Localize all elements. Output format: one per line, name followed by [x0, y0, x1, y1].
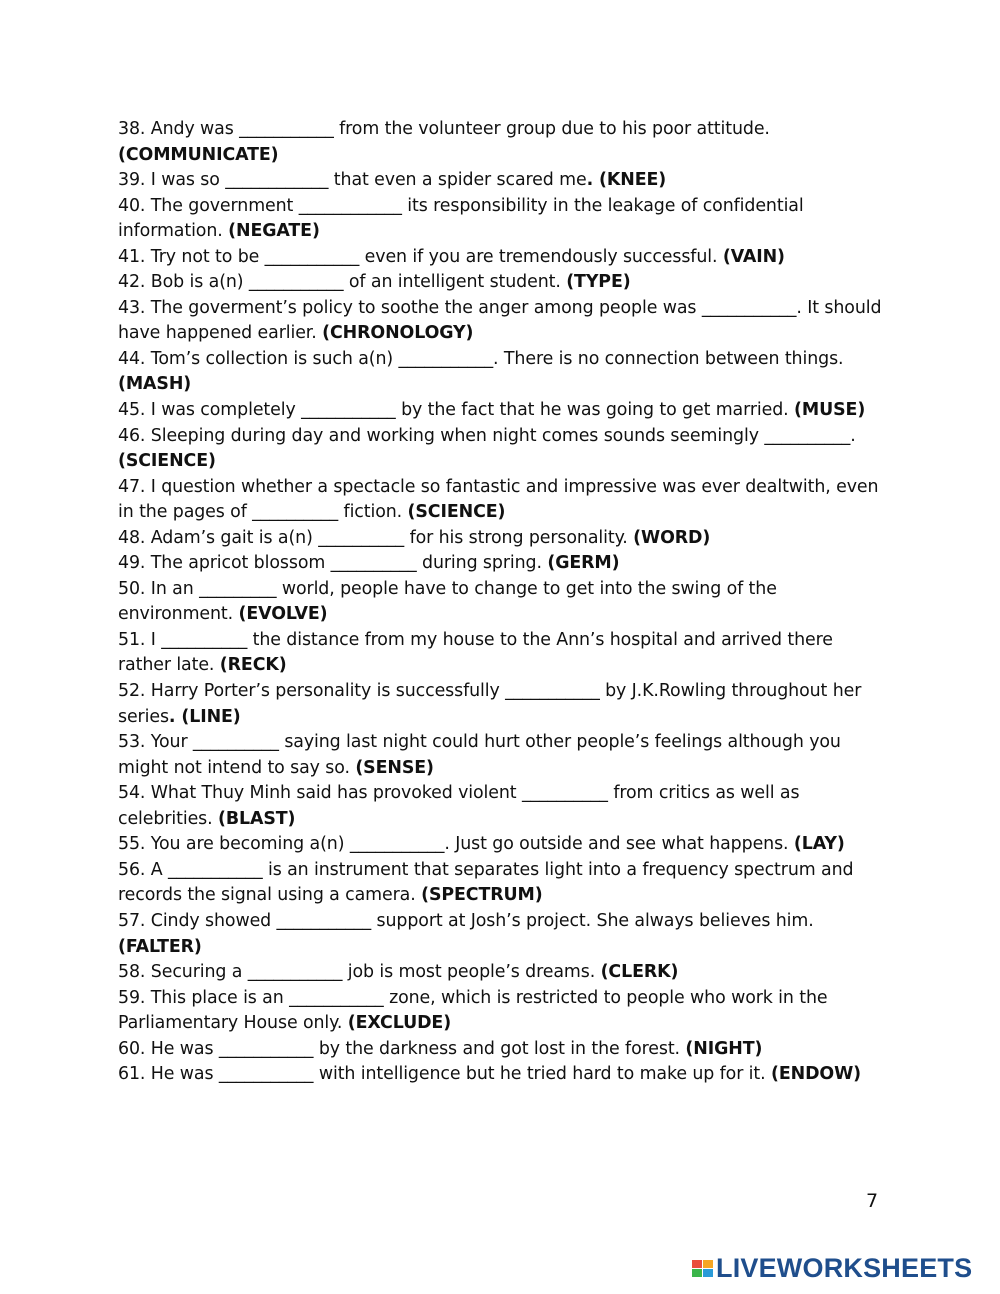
exercise-sentence: 57. Cindy showed ___________ support at Josh’s project. She always believes him.	[118, 910, 814, 931]
root-word: (RECK)	[219, 655, 287, 676]
exercise-sentence: 48. Adam’s gait is a(n) __________ for his strong personality.	[118, 527, 634, 548]
root-word: (CHRONOLOGY)	[322, 323, 474, 344]
exercise-item	[118, 781, 888, 832]
exercise-sentence: 38. Andy was ___________ from the volunteer group due to his poor attitude.	[118, 119, 770, 139]
root-word: (NEGATE)	[228, 221, 320, 242]
exercise-item	[118, 424, 888, 475]
root-word: (MUSE)	[794, 400, 866, 421]
exercise-item	[118, 347, 888, 398]
exercise-item	[118, 270, 888, 296]
exercise-sentence: 61. He was ___________ with intelligence but he tried hard to make up for it.	[118, 1064, 771, 1085]
exercise-sentence: 54. What Thuy Minh said has provoked violent __________ from critics as well as celebrities.	[118, 783, 800, 829]
exercise-item	[118, 168, 888, 194]
exercise-item	[118, 194, 888, 245]
exercise-item	[118, 117, 888, 168]
root-word: . (KNEE)	[586, 170, 667, 191]
root-word: (SENSE)	[355, 757, 434, 778]
exercise-sentence: 51. I __________ the distance from my house to the Ann’s hospital and arrived there rather late.	[118, 629, 833, 676]
root-word: (NIGHT)	[685, 1038, 763, 1059]
root-word: (MASH)	[118, 374, 192, 395]
exercise-item	[118, 986, 888, 1037]
worksheet-body	[118, 117, 888, 1088]
exercise-sentence: 40. The government ____________ its responsibility in the leakage of confidential information.	[118, 195, 804, 242]
exercise-item	[118, 730, 888, 781]
exercise-item	[118, 628, 888, 679]
exercise-item	[118, 1037, 888, 1063]
exercise-sentence: 50. In an _________ world, people have to change to get into the swing of the environment.	[118, 578, 777, 625]
root-word: (FALTER)	[118, 936, 202, 957]
root-word: (CLERK)	[600, 962, 679, 983]
exercise-sentence: 58. Securing a ___________ job is most people’s dreams.	[118, 962, 601, 983]
exercise-item	[118, 526, 888, 552]
exercise-item	[118, 858, 888, 909]
root-word: (EVOLVE)	[238, 604, 328, 625]
root-word: (SCIENCE)	[118, 451, 216, 472]
root-word: (LAY)	[793, 834, 845, 855]
exercise-item	[118, 551, 888, 577]
exercise-sentence: 45. I was completely ___________ by the fact that he was going to get married.	[118, 400, 795, 421]
root-word: (TYPE)	[566, 272, 631, 293]
logo-icon-square	[692, 1260, 702, 1268]
root-word: (BLAST)	[217, 808, 296, 829]
root-word: (VAIN)	[722, 246, 785, 267]
logo-icon-square	[703, 1260, 713, 1268]
exercise-item	[118, 245, 888, 271]
root-word: (EXCLUDE)	[347, 1013, 452, 1034]
logo-icon-square	[703, 1269, 713, 1277]
exercise-sentence: 42. Bob is a(n) ___________ of an intelligent student.	[118, 272, 567, 293]
exercise-sentence: 55. You are becoming a(n) ___________. Just go outside and see what happens.	[118, 834, 794, 855]
exercise-sentence: 49. The apricot blossom __________ during spring.	[118, 553, 548, 574]
exercise-sentence: 59. This place is an ___________ zone, which is restricted to people who work in the Parliamentary House only.	[118, 987, 828, 1034]
liveworksheets-logo	[692, 1254, 972, 1282]
root-word: (ENDOW)	[771, 1064, 862, 1085]
exercise-sentence: 43. The goverment’s policy to soothe the anger among people was ___________. It should have happened earlier.	[118, 297, 882, 344]
exercise-item	[118, 1062, 888, 1088]
exercise-sentence: 44. Tom’s collection is such a(n) ___________. There is no connection between things.	[118, 348, 844, 369]
exercise-item	[118, 398, 888, 424]
exercise-sentence: 53. Your __________ saying last night could hurt other people’s feelings although you might not intend to say so.	[118, 732, 841, 778]
exercise-item	[118, 832, 888, 858]
exercise-sentence: 52. Harry Porter’s personality is successfully ___________ by J.K.Rowling throughout her series	[118, 681, 862, 727]
exercise-sentence: 46. Sleeping during day and working when night comes sounds seemingly __________.	[118, 425, 856, 446]
root-word: (WORD)	[633, 527, 711, 548]
exercise-sentence: 60. He was ___________ by the darkness and got lost in the forest.	[118, 1038, 686, 1059]
exercise-sentence: 41. Try not to be ___________ even if you are tremendously successful.	[118, 246, 723, 267]
exercise-item	[118, 296, 888, 347]
exercise-item	[118, 475, 888, 526]
exercise-sentence: 39. I was so ____________ that even a spider scared me	[118, 170, 587, 191]
root-word: (COMMUNICATE)	[118, 144, 279, 165]
logo-text: LIVEWORKSHEETS	[716, 1252, 973, 1283]
exercise-item	[118, 960, 888, 986]
root-word: (SCIENCE)	[407, 502, 506, 523]
exercise-sentence: 47. I question whether a spectacle so fantastic and impressive was ever dealtwith, even in the pages of __________ fiction.	[118, 476, 879, 523]
logo-icon-square	[692, 1269, 702, 1277]
exercise-item	[118, 909, 888, 960]
exercise-sentence: 56. A ___________ is an instrument that separates light into a frequency spectrum and records the signal using a camera.	[118, 859, 854, 906]
exercise-item	[118, 679, 888, 730]
logo-icon	[692, 1260, 713, 1277]
exercise-item	[118, 577, 888, 628]
root-word: (GERM)	[547, 553, 620, 574]
root-word: (SPECTRUM)	[421, 885, 543, 906]
root-word: . (LINE)	[168, 706, 241, 727]
page-number: 7	[866, 1190, 879, 1212]
